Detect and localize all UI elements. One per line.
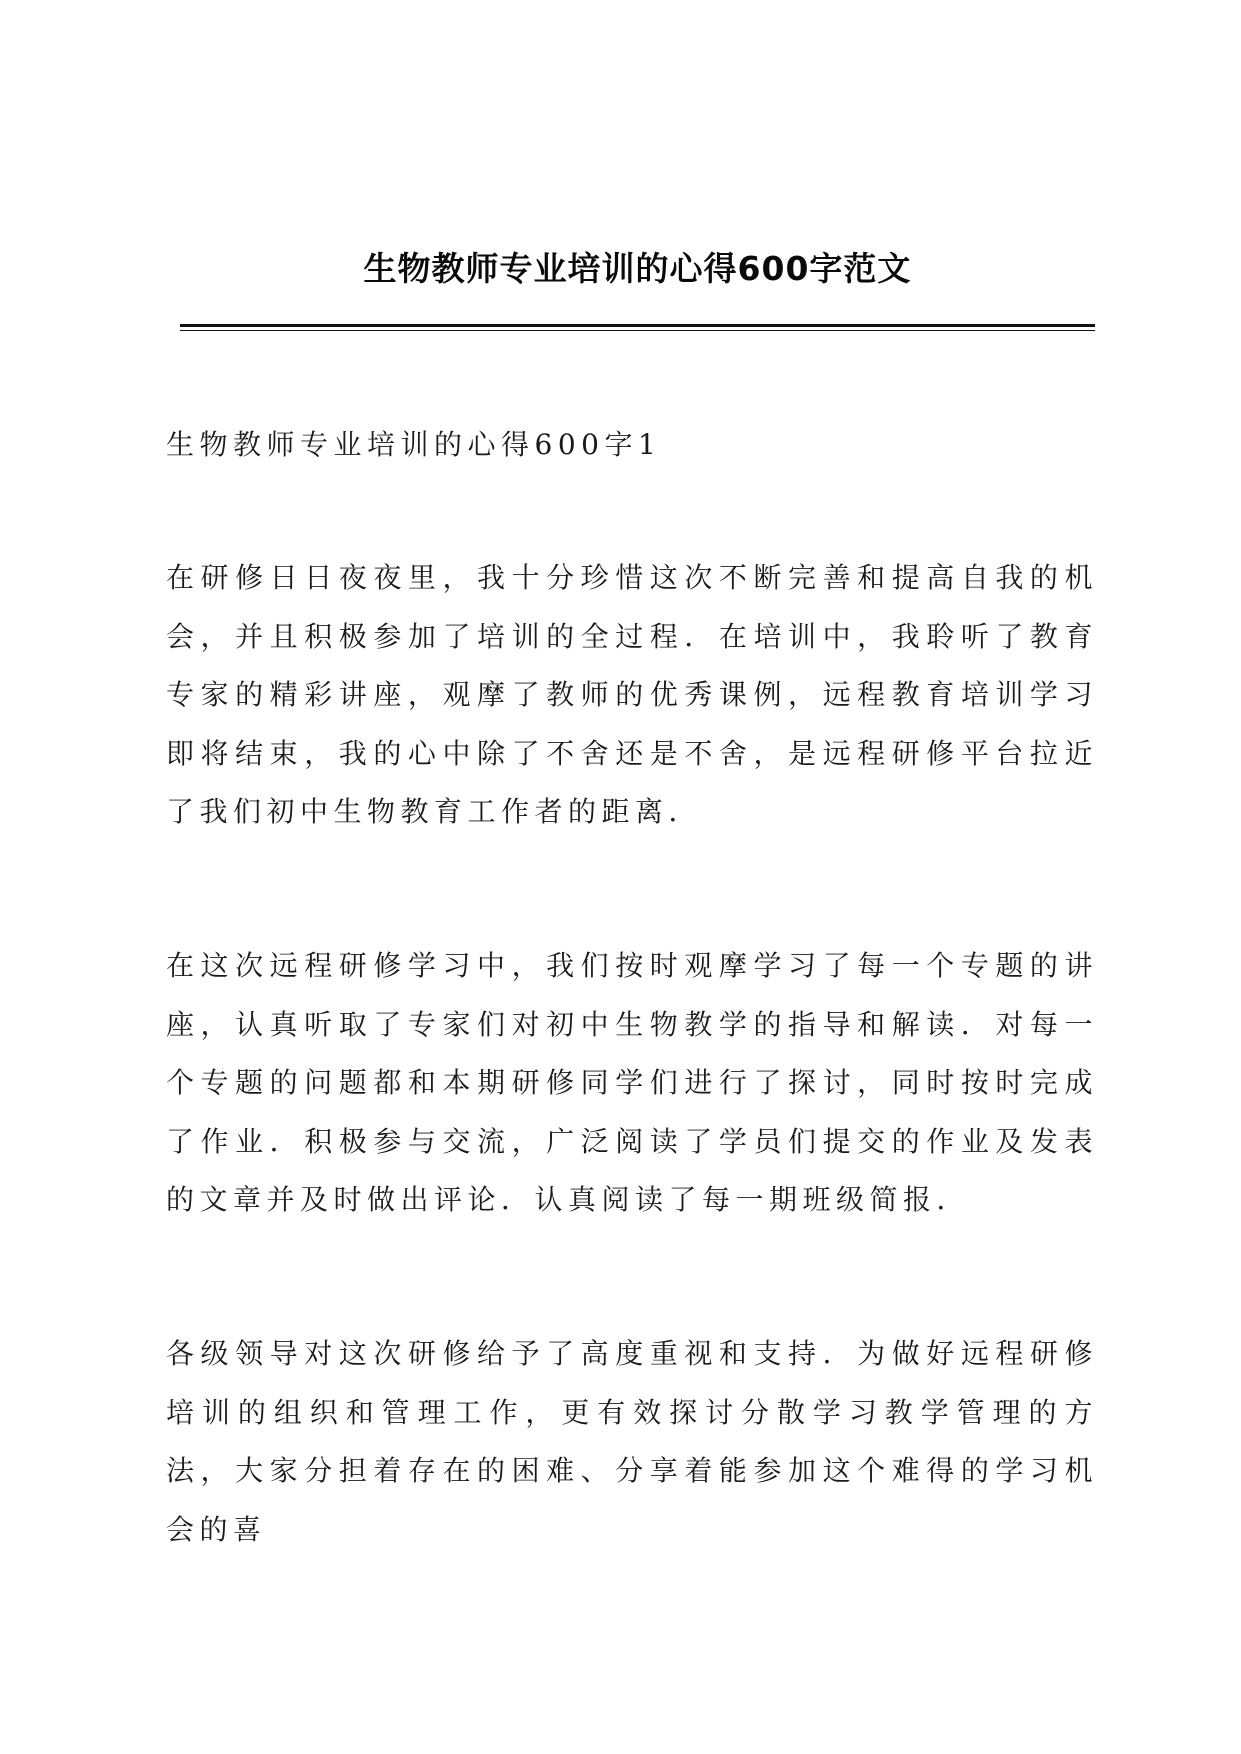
section-heading: 生物教师专业培训的心得600字1	[166, 428, 662, 461]
document-title: 生物教师专业培训的心得600字范文	[363, 249, 912, 288]
paragraph-3: 各级领导对这次研修给予了高度重视和支持．为做好远程研修培训的组织和管理工作，更有效探讨分散学习教学管理的方法，大家分担着存在的困难、分享着能参加这个难得的学习机会的喜	[166, 1337, 1098, 1546]
paragraph-2: 在这次远程研修学习中，我们按时观摩学习了每一个专题的讲座，认真听取了专家们对初中生物教学的指导和解读．对每一个专题的问题都和本期研修同学们进行了探讨，同时按时完成了作业．积极参与交流，广泛阅读了学员们提交的作业及发表的文章并及时做出评论．认真阅读了每一期班级简报．	[166, 949, 1098, 1216]
title-divider-thick	[180, 324, 1095, 327]
paragraph-1: 在研修日日夜夜里，我十分珍惜这次不断完善和提高自我的机会，并且积极参加了培训的全过程．在培训中，我聆听了教育专家的精彩讲座，观摩了教师的优秀课例，远程教育培训学习即将结束，我的心中除了不舍还是不舍，是远程研修平台拉近了我们初中生物教育工作者的距离．	[166, 561, 1098, 828]
title-divider-thin	[180, 330, 1095, 331]
